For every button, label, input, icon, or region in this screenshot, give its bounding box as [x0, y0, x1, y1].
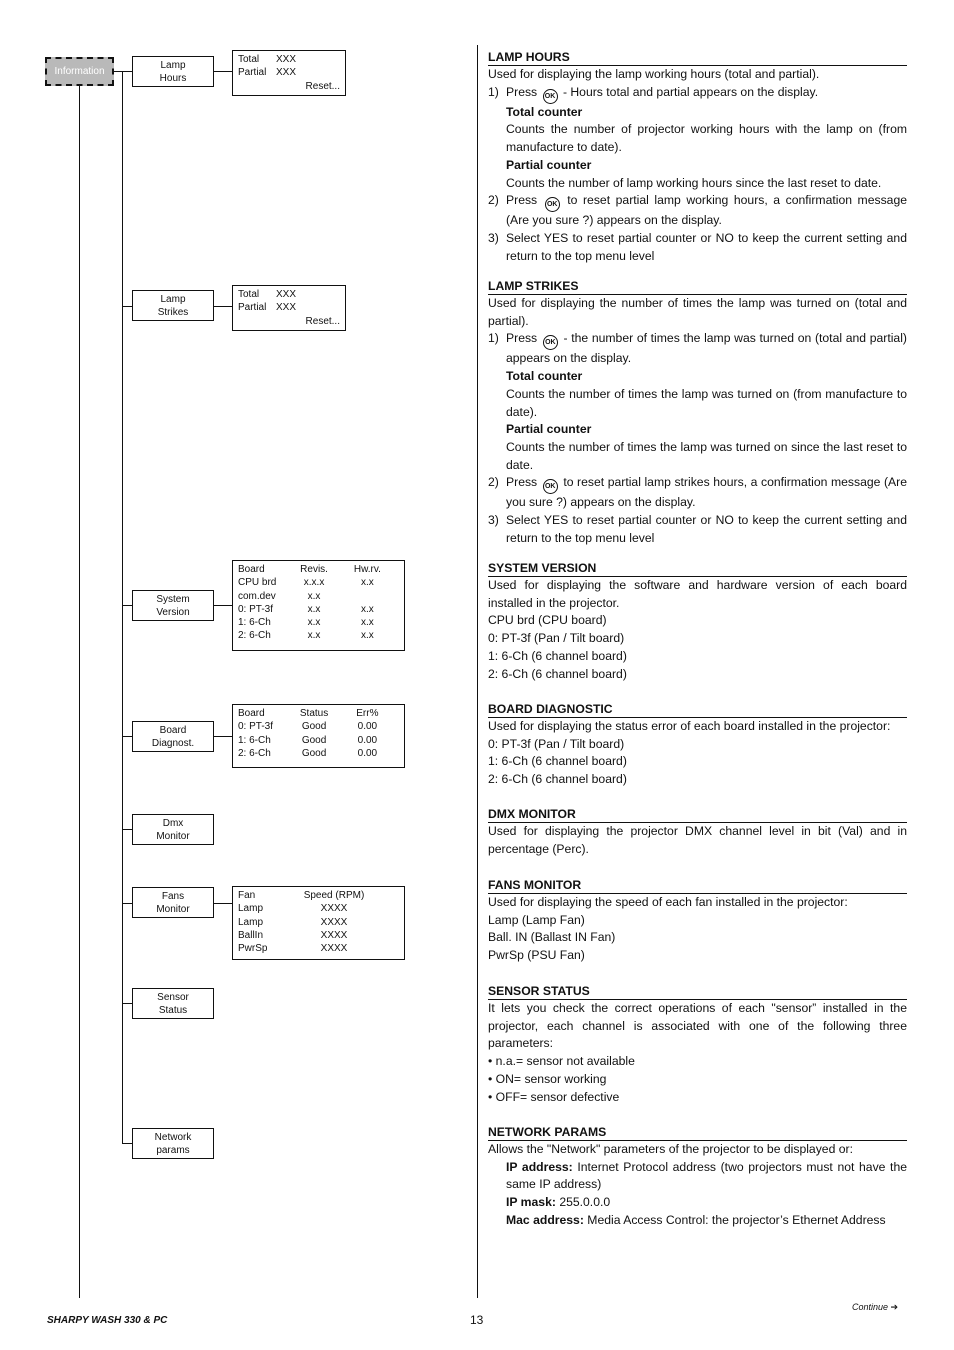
list-item: 2: 6-Ch (6 channel board)	[488, 772, 627, 787]
subheading: Total counter	[506, 104, 583, 119]
param-ip-address: IP address: Internet Protocol address (two projectors must not have the same IP address)	[506, 1159, 908, 1192]
connector	[122, 306, 132, 307]
connector	[122, 903, 132, 904]
menu-root-information[interactable]: Information	[45, 57, 114, 86]
step: 3) Select YES to reset partial counter or NO to keep the current setting and return to the top menu level	[488, 230, 907, 263]
section-heading: BOARD DIAGNOSTIC	[488, 700, 907, 718]
display-row: BallIn XXXX	[238, 929, 348, 941]
menu-item-system-version[interactable]: System Version	[132, 590, 214, 621]
subheading: Partial counter	[506, 157, 592, 172]
section-intro: It lets you check the correct operations of each "sensor” installed in the projector, each channel is associated with one of the following three parameters:	[488, 1001, 907, 1051]
section-heading: LAMP HOURS	[488, 48, 907, 66]
connector	[214, 306, 232, 307]
reset-option[interactable]: Reset...	[305, 315, 340, 327]
list-item: • ON= sensor working	[488, 1071, 607, 1086]
page-number: 13	[470, 1313, 484, 1327]
display-header: Fan Speed (RPM)	[238, 890, 365, 901]
display-row: Lamp XXXX	[238, 903, 348, 915]
list-item: PwrSp (PSU Fan)	[488, 948, 585, 963]
section-intro: Used for displaying the number of times the lamp was turned on (total and partial).	[488, 296, 907, 328]
menu-item-lamp-strikes[interactable]: Lamp Strikes	[132, 290, 214, 321]
subheading: Partial counter	[506, 422, 592, 437]
display-fans-monitor	[232, 886, 405, 960]
list-item: • n.a.= sensor not available	[488, 1054, 635, 1069]
section-heading: SYSTEM VERSION	[488, 559, 907, 577]
connector	[122, 605, 132, 606]
display-row: 2: 6-Ch x.x x.x	[238, 630, 374, 642]
ok-button-icon: OK	[543, 479, 558, 494]
section-intro: Allows the "Network" parameters of the projector to be displayed or:	[488, 1142, 853, 1156]
ok-button-icon: OK	[543, 89, 558, 104]
ok-button-icon: OK	[545, 197, 560, 212]
subheading: Total counter	[506, 369, 583, 384]
list-item: 0: PT-3f (Pan / Tilt board)	[488, 736, 625, 751]
section-intro: Used for displaying the speed of each fan installed in the projector:	[488, 895, 848, 909]
tree-main-line	[79, 86, 80, 1298]
menu-item-sensor-status[interactable]: Sensor Status	[132, 988, 214, 1019]
connector	[122, 1143, 132, 1144]
step: 1) Press OK - Hours total and partial appears on the display.	[488, 84, 907, 104]
section-intro: Used for displaying the projector DMX channel level in bit (Val) and in percentage (Perc).	[488, 824, 907, 856]
section-system-version	[488, 559, 907, 683]
step: 2) Press OK to reset partial lamp working hours, a confirmation message (Are you sure ?) appears on the display.	[488, 193, 908, 228]
list-item: Ball. IN (Ballast IN Fan)	[488, 930, 616, 945]
section-lamp-strikes	[488, 277, 907, 547]
step: 3) Select YES to reset partial counter or NO to keep the current setting and return to the top menu level	[488, 513, 907, 545]
menu-item-fans-monitor[interactable]: Fans Monitor	[132, 887, 214, 918]
display-row: Partial XXX	[238, 67, 297, 79]
section-heading: FANS MONITOR	[488, 876, 907, 894]
section-fans-monitor	[488, 876, 907, 965]
section-heading: NETWORK PARAMS	[488, 1123, 907, 1141]
section-intro: Used for displaying the status error of each board installed in the projector:	[488, 719, 891, 733]
section-lamp-hours	[488, 48, 907, 265]
display-header: Board Status Err%	[238, 708, 379, 719]
list-item: 1: 6-Ch (6 channel board)	[488, 754, 627, 769]
continue-link[interactable]: Continue ➔	[852, 1302, 899, 1312]
display-system-version	[232, 560, 405, 651]
param-ip-mask: IP mask: 255.0.0.0	[506, 1195, 611, 1210]
menu-item-board-diagnost[interactable]: Board Diagnost.	[132, 721, 214, 752]
section-heading: LAMP STRIKES	[488, 277, 907, 295]
paragraph: Counts the number of projector working hours with the lamp on (from manufacture to date).	[506, 122, 907, 155]
list-item: Lamp (Lamp Fan)	[488, 912, 585, 927]
list-item: 1: 6-Ch (6 channel board)	[488, 648, 627, 663]
display-row: Total XXX	[238, 289, 297, 300]
section-intro: Used for displaying the software and hardware version of each board installed in the projector.	[488, 578, 907, 610]
tree-root-connector	[114, 71, 132, 72]
footer-product-name: SHARPY WASH 330 & PC	[47, 1315, 168, 1326]
display-row: Partial XXX	[238, 302, 297, 314]
display-row: PwrSp XXXX	[238, 943, 348, 955]
list-item: 0: PT-3f (Pan / Tilt board)	[488, 631, 625, 646]
connector	[214, 736, 232, 737]
display-row	[238, 315, 340, 328]
display-row	[238, 80, 340, 93]
display-row: 0: PT-3f x.x x.x	[238, 603, 374, 615]
paragraph: Counts the number of times the lamp was turned on (from manufacture to date).	[506, 386, 907, 419]
display-row: com.dev x.x	[238, 590, 321, 602]
display-row: 1: 6-Ch Good 0.00	[238, 734, 378, 746]
menu-item-network-params[interactable]: Network params	[132, 1128, 214, 1159]
section-heading: SENSOR STATUS	[488, 982, 907, 1000]
display-row: Total XXX	[238, 54, 297, 65]
paragraph: Counts the number of lamp working hours since the last reset to date.	[506, 175, 882, 190]
reset-option[interactable]: Reset...	[305, 80, 340, 92]
display-row: 2: 6-Ch Good 0.00	[238, 747, 378, 759]
display-lamp-hours	[232, 50, 346, 96]
section-board-diagnostic	[488, 700, 907, 789]
section-network-params	[488, 1123, 907, 1230]
list-item: 2: 6-Ch (6 channel board)	[488, 666, 627, 681]
step: 2) Press OK to reset partial lamp strikes hours, a confirmation message (Are you sure ?) appears on the display.	[488, 475, 908, 510]
section-dmx-monitor	[488, 805, 907, 858]
paragraph: Counts the number of times the lamp was turned on since the last reset to date.	[506, 439, 907, 472]
connector	[122, 736, 132, 737]
connector	[122, 1003, 132, 1004]
menu-item-lamp-hours[interactable]: Lamp Hours	[132, 56, 214, 87]
connector	[214, 71, 232, 72]
display-row: CPU brd x.x.x x.x	[238, 577, 374, 589]
display-header: Board Revis. Hw.rv.	[238, 564, 381, 575]
tree-branch-line	[122, 71, 123, 1143]
menu-item-dmx-monitor[interactable]: Dmx Monitor	[132, 814, 214, 845]
column-divider	[477, 45, 478, 1298]
list-item: • OFF= sensor defective	[488, 1089, 620, 1104]
ok-button-icon: OK	[543, 335, 558, 350]
section-intro: Used for displaying the lamp working hours (total and partial).	[488, 67, 820, 81]
display-row: 0: PT-3f Good 0.00	[238, 721, 378, 733]
connector	[214, 605, 232, 606]
section-heading: DMX MONITOR	[488, 805, 907, 823]
param-mac-address: Mac address: Media Access Control: the projector’s Ethernet Address	[506, 1212, 886, 1227]
display-lamp-strikes	[232, 285, 346, 331]
list-item: CPU brd (CPU board)	[488, 613, 607, 628]
display-board-diagnostic	[232, 704, 405, 768]
connector	[214, 903, 232, 904]
connector	[122, 829, 132, 830]
section-sensor-status	[488, 982, 907, 1106]
display-row: 1: 6-Ch x.x x.x	[238, 617, 374, 629]
display-row: Lamp XXXX	[238, 916, 348, 928]
step: 1) Press OK - the number of times the lamp was turned on (total and partial) appears on the display.	[488, 331, 907, 366]
